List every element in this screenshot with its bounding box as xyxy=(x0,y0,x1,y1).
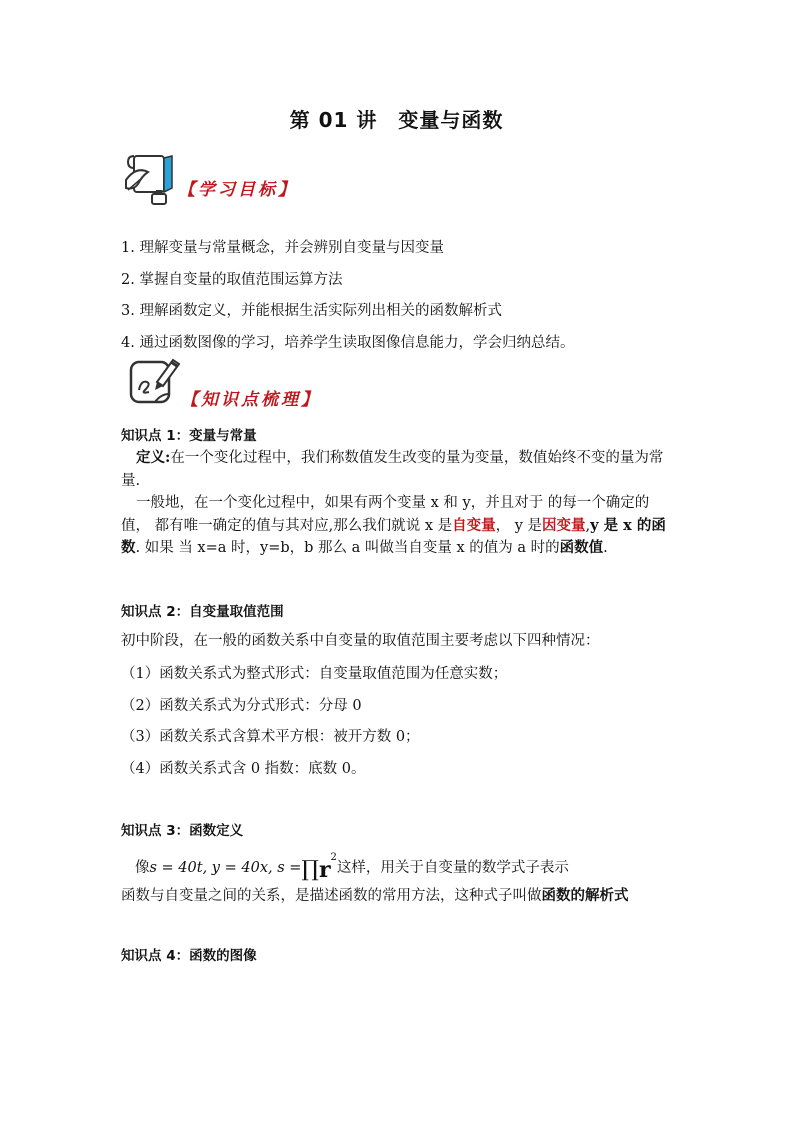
knowledge-label: 【知识点梳理】 xyxy=(181,390,321,410)
dependent-variable-term: 因变量 xyxy=(542,516,586,534)
formula: s = 40t, y = 40x, s = xyxy=(149,860,302,876)
kp1-definition xyxy=(121,447,677,492)
text-run: . 如果 当 x=a 时，y=b，b 那么 a 叫做当自变量 x 的值为 a 时的 xyxy=(135,540,560,556)
radius-symbol: r xyxy=(318,857,331,883)
goal-item: 4. 通过函数图像的学习，培养学生读取图像信息能力，学会归纳总结。 xyxy=(121,334,575,351)
definition-label: 定义: xyxy=(136,449,171,466)
text-run: 函数与自变量之间的关系，是描述函数的常用方法，这种式子叫做 xyxy=(121,888,542,904)
goal-item: 3. 理解函数定义，并能根据生活实际列出相关的函数解析式 xyxy=(121,303,502,319)
kp4-heading: 知识点 4：函数的图像 xyxy=(121,948,257,964)
case-item: （3）函数关系式含算术平方根：被开方数 0； xyxy=(121,729,420,745)
text-run: . xyxy=(603,540,608,556)
definition-text: 在一个变化过程中，我们称数值发生改变的量为变量，数值始终不变的量为常量. xyxy=(121,450,664,489)
exponent: 2 xyxy=(330,852,337,863)
kp3-formula-line xyxy=(135,852,569,883)
notepad-pencil-icon xyxy=(125,352,181,410)
function-term: y 是 x 的函数 xyxy=(121,516,666,556)
goal-item: 1. 理解变量与常量概念，并会辨别自变量与因变量 xyxy=(121,240,444,256)
case-item: （2）函数关系式为分式形式：分母 0 xyxy=(121,698,362,714)
kp2-heading: 知识点 2：自变量取值范围 xyxy=(121,604,284,620)
knowledge-banner xyxy=(125,352,321,410)
text-run: , xyxy=(585,517,591,534)
kp2-intro: 初中阶段，在一般的函数关系中自变量的取值范围主要考虑以下四种情况： xyxy=(121,633,600,649)
product-symbol: ∏ xyxy=(301,857,319,882)
kp3-line2 xyxy=(121,884,629,905)
scroll-quill-icon xyxy=(122,150,180,208)
independent-variable-term: 自变量 xyxy=(452,516,496,534)
learning-goals-banner xyxy=(122,150,298,208)
kp1-heading: 知识点 1：变量与常量 xyxy=(121,428,257,444)
function-value-term: 函数值 xyxy=(559,539,604,556)
kp3-heading: 知识点 3：函数定义 xyxy=(121,823,244,839)
analytic-expression-term: 函数的解析式 xyxy=(541,887,629,904)
page-title: 第 01 讲 变量与函数 xyxy=(289,108,504,132)
text-run: ， y 是 xyxy=(495,517,543,534)
learning-goals-list xyxy=(121,233,681,359)
kp1-paragraph xyxy=(121,492,677,560)
case-item: （4）函数关系式含 0 指数：底数 0。 xyxy=(121,761,366,777)
text-run: 一般地，在一个变化过程中，如果有两个变量 x 和 y，并且对于 的每一个确定的值， 都有唯一确定的值与其对应,那么我们就说 x 是 xyxy=(121,495,650,534)
text-run: 这样，用关于自变量的数学式子表示 xyxy=(336,860,569,876)
text-run: 像 xyxy=(135,860,150,876)
case-item: （1）函数关系式为整式形式：自变量取值范围为任意实数； xyxy=(121,666,508,682)
goal-item: 2. 掌握自变量的取值范围运算方法 xyxy=(121,271,343,288)
learning-goals-label: 【学习目标】 xyxy=(178,180,298,200)
